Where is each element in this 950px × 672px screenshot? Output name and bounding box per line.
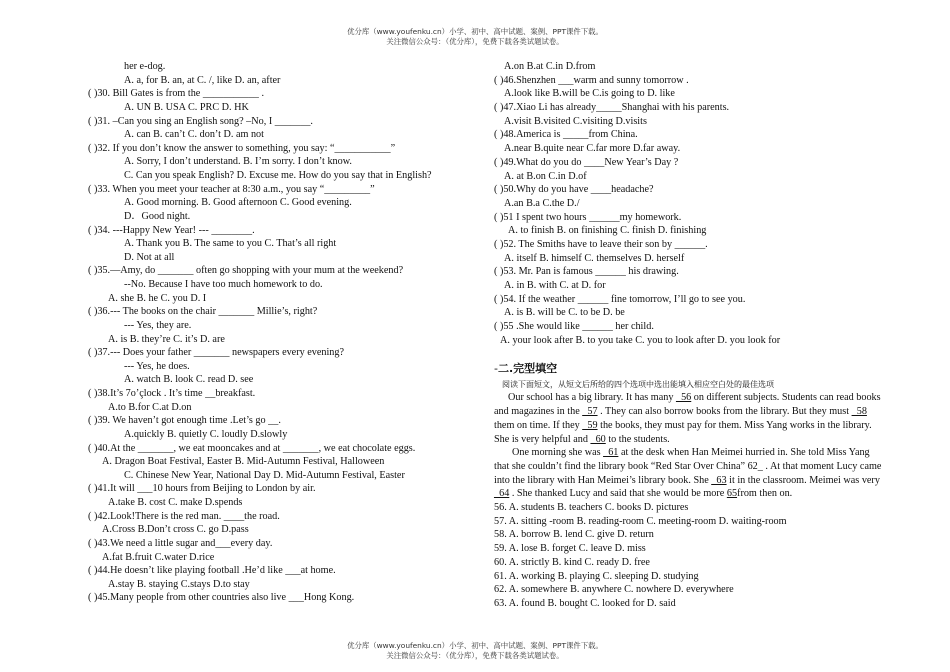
- question-47: ( )47.Xiao Li has already_____Shanghai with his parents.: [494, 102, 730, 114]
- cloze-option-62: 62. A. somewhere B. anywhere C. nowhere D. everywhere: [494, 584, 734, 596]
- question-options: A. in B. with C. at D. for: [504, 280, 606, 291]
- question-options: A. itself B. himself C. themselves D. herself: [504, 252, 685, 264]
- question-text: --No. Because I have too much homework to do.: [124, 279, 323, 290]
- cloze-option-58: 58. A. borrow B. lend C. give D. return: [494, 529, 654, 541]
- question-options: A. your look after B. to you take C. you to look after D. you look for: [500, 334, 781, 346]
- question-38: ( )38.It’s 7o’çlock . It’s time __breakfast.: [88, 388, 256, 399]
- question-35: ( )35.—Amy, do _______ often go shopping with your mum at the weekend?: [88, 265, 404, 277]
- passage-text: from then on.: [737, 488, 793, 500]
- question-41: ( )41.It will ___10 hours from Beijing to London by air.: [88, 483, 316, 495]
- question-options: A. a, for B. an, at C. /, like D. an, after: [124, 74, 281, 86]
- page-footer: [0, 641, 950, 661]
- question-46: ( )46.Shenzhen ___warm and sunny tomorrow .: [494, 74, 689, 86]
- question-options: A.Cross B.Don’t cross C. go D.pass: [102, 524, 249, 536]
- question-options: A. Good morning. B. Good afternoon C. Good evening.: [124, 197, 352, 209]
- cloze-option-63: 63. A. found B. bought C. looked for D. said: [494, 597, 676, 609]
- question-options: A. at B.on C.in D.of: [504, 170, 587, 182]
- passage-text: . She thanked Lucy and said that she would be more: [509, 488, 727, 500]
- blank-56: _56: [675, 392, 692, 404]
- question-options: A. Thank you B. The same to you C. That’s all right: [124, 238, 337, 250]
- question-43: ( )43.We need a little sugar and___every day.: [88, 537, 273, 549]
- question-39: ( )39. We haven’t got enough time .Let’s go __.: [88, 415, 281, 427]
- question-options: A. Dragon Boat Festival, Easter B. Mid-Autumn Festival, Halloween: [102, 456, 385, 468]
- question-30: ( )30. Bill Gates is from the ___________ .: [88, 88, 264, 100]
- question-50: ( )50.Why do you have ____headache?: [494, 184, 654, 196]
- question-48: ( )48.America is _____from China.: [494, 129, 638, 141]
- passage-text: on different subjects. Students can read books and magazines in the: [494, 392, 881, 418]
- question-text: --- Yes, they are.: [124, 319, 192, 331]
- question-40: ( )40.At the _______, we eat mooncakes and at _______, we eat chocolate eggs.: [88, 442, 416, 454]
- question-options: A.near B.quite near C.far more D.far away.: [504, 143, 681, 155]
- question-34: ( )34. ---Happy New Year! --- ________.: [88, 224, 255, 236]
- blank-59: _59: [582, 419, 598, 431]
- question-options: D. Not at all: [124, 251, 175, 263]
- question-options: A.to B.for C.at D.on: [108, 401, 192, 413]
- question-options: A.quickly B. quietly C. loudly D.slowly: [124, 428, 288, 440]
- passage-text: Our school has a big library. It has many: [508, 392, 676, 404]
- blank-57: _57: [582, 406, 598, 418]
- question-options: A.fat B.fruit C.water D.rice: [102, 551, 215, 563]
- question-52: ( )52. The Smiths have to leave their son by ______.: [494, 238, 708, 250]
- section-dash: -: [494, 362, 498, 376]
- question-37: ( )37.--- Does your father _______ newspapers every evening?: [88, 347, 345, 359]
- question-32: ( )32. If you don’t know the answer to something, you say: “___________”: [88, 142, 396, 154]
- question-options: A. is B. they’re C. it’s D. are: [108, 333, 225, 345]
- cloze-option-56: 56. A. students B. teachers C. books D. pictures: [494, 502, 689, 514]
- passage-text: them on time. If they: [494, 419, 583, 431]
- passage-text: it in the classroom. Meimei was very: [726, 474, 880, 486]
- question-options: A. to finish B. on finishing C. finish D. finishing: [508, 225, 707, 237]
- passage-text: to the students.: [605, 433, 670, 445]
- question-options: A. is B. will be C. to be D. be: [504, 307, 625, 319]
- question-51: ( )51 I spent two hours ______my homework.: [494, 211, 682, 223]
- question-options: A.on B.at C.in D.from: [504, 61, 596, 72]
- left-column: [88, 60, 473, 605]
- question-36: ( )36.--- The books on the chair _______ Millie’s, right?: [88, 306, 318, 318]
- question-options: A. watch B. look C. read D. see: [124, 374, 254, 386]
- question-options: A. can B. can’t C. don’t D. am not: [124, 129, 264, 141]
- cloze-option-59: 59. A. lose B. forget C. leave D. miss: [494, 543, 646, 555]
- passage-text: the books, they must pay for them. Miss Yang works in the library. She is very helpful and: [494, 419, 872, 445]
- question-55: ( )55 .She would like ______ her child.: [494, 321, 654, 333]
- blank-60: _60: [590, 433, 606, 445]
- question-33: ( )33. When you meet your teacher at 8:30 a.m., you say “_________”: [88, 183, 375, 195]
- passage-paragraph-1: [494, 391, 886, 446]
- blank-65: 65: [726, 488, 738, 500]
- cloze-option-57: 57. A. sitting -room B. reading-room C. meeting-room D. waiting-room: [494, 515, 787, 527]
- question-54: ( )54. If the weather ______ fine tomorrow, I’ll go to see you.: [494, 293, 746, 305]
- question-options: A. UN B. USA C. PRC D. HK: [124, 101, 249, 113]
- page-header: [0, 27, 950, 47]
- question-text: her e-dog.: [124, 61, 166, 72]
- passage-paragraph-2: [494, 446, 886, 501]
- cloze-option-60: 60. A. strictly B. kind C. ready D. free: [494, 556, 650, 568]
- footer-line-2: 关注微信公众号：（优分库），免费下载各类试题试卷。: [386, 651, 564, 660]
- blank-64: _64: [494, 488, 510, 500]
- cloze-title: 二.完型填空: [497, 362, 558, 376]
- question-options: A. Sorry, I don’t understand. B. I’m sorry. I don’t know.: [124, 156, 352, 168]
- question-options: A.stay B. staying C.stays D.to stay: [108, 578, 250, 590]
- question-53: ( )53. Mr. Pan is famous ______ his drawing.: [494, 266, 679, 278]
- question-49: ( )49.What do you do ____New Year’s Day ?: [494, 156, 679, 168]
- passage-text: at the desk when Han Meimei hurried in. She told Miss Yang that she couldn’t find the library book “Red Star Over China” 62_ . At that moment Lucy came into the library with Han Meimei’s library book. She: [494, 447, 882, 486]
- question-options: D．Good night.: [124, 210, 191, 222]
- question-44: ( )44.He doesn’t like playing football .He’d like ___at home.: [88, 565, 336, 577]
- section-title: [494, 360, 886, 378]
- cloze-instruction: 阅读下面短文，从短文后所给的四个选项中选出能填入相应空白处的最佳选项: [502, 380, 774, 390]
- question-42: ( )42.Look!There is the red man. ____the road.: [88, 510, 280, 522]
- right-column: [494, 60, 886, 611]
- question-options: A.take B. cost C. make D.spends: [108, 497, 243, 508]
- question-text: --- Yes, he does.: [124, 360, 190, 372]
- passage-text: . They can also borrow books from the library. But they must: [597, 406, 852, 418]
- question-options: C. Can you speak English? D. Excuse me. How do you say that in English?: [124, 170, 432, 181]
- passage-text: One morning she was: [512, 447, 604, 459]
- header-line-2: 关注微信公众号：（优分库），免费下载各类试题试卷。: [386, 37, 564, 46]
- cloze-passage: [494, 391, 886, 501]
- header-line-1: 优分库（www.youfenku.cn）小学、初中、高中试题、案例、PPT课件下载。: [347, 27, 603, 36]
- cloze-option-61: 61. A. working B. playing C. sleeping D. studying: [494, 570, 699, 582]
- question-options: A.look like B.will be C.is going to D. like: [504, 88, 675, 100]
- question-31: ( )31. –Can you sing an English song? –No, I _______.: [88, 115, 313, 127]
- blank-58: _58: [851, 406, 867, 418]
- blank-61: _61: [603, 447, 619, 459]
- question-options: A.an B.a C.the D./: [504, 197, 580, 209]
- footer-line-1: 优分库（www.youfenku.cn）小学、初中、高中试题、案例、PPT课件下载。: [347, 641, 603, 650]
- question-options: A. she B. he C. you D. I: [108, 292, 207, 304]
- question-45: ( )45.Many people from other countries also live ___Hong Kong.: [88, 592, 355, 604]
- question-options: C. Chinese New Year, National Day D. Mid-Autumn Festival, Easter: [124, 469, 405, 481]
- blank-63: _63: [711, 474, 727, 486]
- question-options: A.visit B.visited C.visiting D.visits: [504, 115, 647, 127]
